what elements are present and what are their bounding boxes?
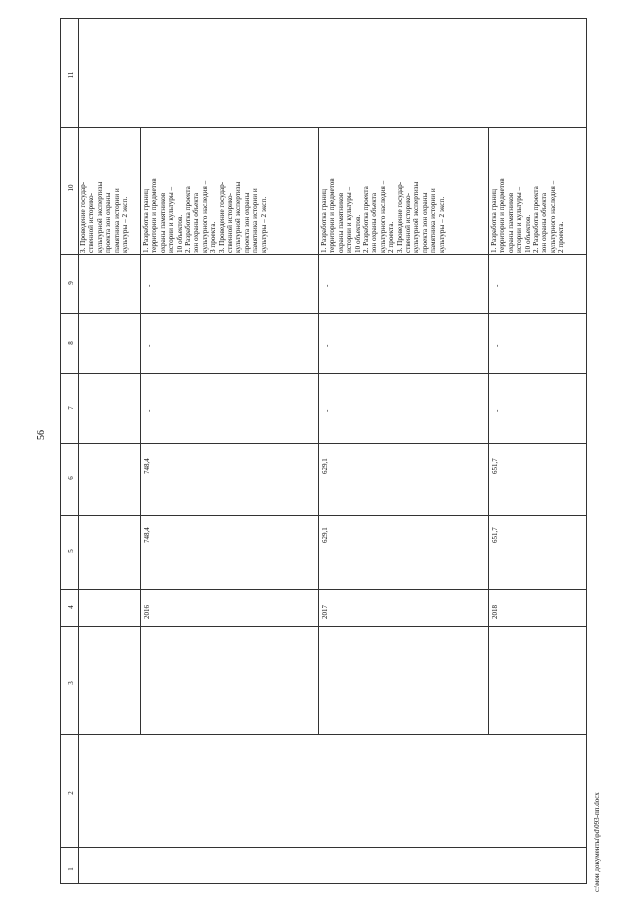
funding-col9-cell: - [145, 284, 153, 287]
funding-col7-cell: - [145, 409, 153, 412]
measures-cell: 3. Проведение государ- ственной историко- культурной экспертизы проекта зон охраны памятника истории и культуры – 2 эксп. [79, 181, 130, 253]
funding-col7-cell: - [323, 409, 331, 412]
year-cell: 2016 [143, 605, 151, 619]
funding-col9-cell: - [323, 284, 331, 287]
column-number-10: 10 [67, 184, 75, 192]
col-boundary [61, 373, 586, 374]
column-number-8: 8 [67, 341, 75, 345]
funding-col8-cell: - [145, 344, 153, 347]
col-boundary [61, 589, 586, 590]
row-divider-2017 [318, 127, 319, 734]
col-boundary [61, 734, 586, 735]
funding-regional-cell: 651,7 [491, 458, 499, 474]
year-cell: 2017 [321, 605, 329, 619]
column-number-3: 3 [67, 681, 75, 685]
funding-total-cell: 748,4 [143, 527, 151, 543]
col-boundary [61, 254, 586, 255]
col-boundary [61, 515, 586, 516]
row-divider-2016 [140, 127, 141, 734]
funding-col8-cell: - [493, 344, 501, 347]
funding-col7-cell: - [493, 409, 501, 412]
column-number-6: 6 [67, 476, 75, 480]
column-number-2: 2 [67, 791, 75, 795]
funding-col8-cell: - [323, 344, 331, 347]
funding-col9-cell: - [493, 284, 501, 287]
file-path-footer: c:\мои документы\pd\093-пп.docx [593, 792, 601, 892]
col-boundary [61, 443, 586, 444]
column-number-divider [78, 19, 79, 883]
column-number-11: 11 [67, 71, 75, 79]
measures-cell: 1. Разработка границ территории и предметов охраны памятников истории и культуры – 10 объектов. 2. Разработка проекта зон охраны объекта культурного наследия – 3 проекта. 3. Проведение государ- ственной историко- культурной экспертизы проекта зон охраны памятника истории и культуры – 2 эксп. [142, 178, 268, 253]
column-number-7: 7 [67, 406, 75, 410]
col-boundary [61, 626, 586, 627]
funding-regional-cell: 748,4 [143, 458, 151, 474]
col-boundary [61, 313, 586, 314]
column-number-1: 1 [67, 867, 75, 871]
column-number-4: 4 [67, 605, 75, 609]
col-boundary [61, 127, 586, 128]
rotated-table [60, 18, 587, 884]
funding-regional-cell: 629,1 [321, 458, 329, 474]
year-cell: 2018 [491, 605, 499, 619]
measures-cell: 1. Разработка границ территории и предметов охраны памятников истории и культуры – 10 объектов. 2. Разработка проекта зон охраны объекта культурного наследия – 2 проекта. 3. Проведение государ- ственной историко- культурной экспертизы проекта зон охраны памятника истории и культуры – 2 эксп. [320, 178, 446, 253]
column-number-5: 5 [67, 549, 75, 553]
column-number-9: 9 [67, 281, 75, 285]
measures-cell: 1. Разработка границ территории и предметов охраны памятников истории и культуры – 10 объектов. 2. Разработка проекта зон охраны объекта культурного наследия – 2 проекта. [490, 178, 566, 253]
row-divider-2018 [488, 127, 489, 734]
funding-total-cell: 651,7 [491, 527, 499, 543]
col-boundary [61, 847, 586, 848]
page-number: 56 [36, 430, 47, 440]
funding-total-cell: 629,1 [321, 527, 329, 543]
